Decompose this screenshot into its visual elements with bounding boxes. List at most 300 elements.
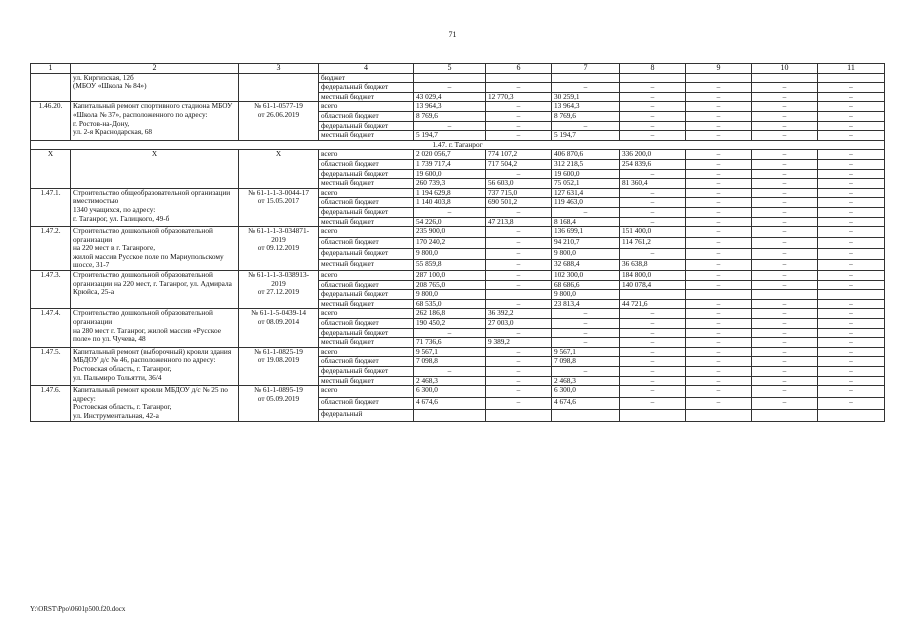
amount-cell: 71 736,6: [414, 338, 486, 348]
amount-cell: 406 870,6: [552, 150, 620, 160]
amount-cell: 9 567,1: [552, 347, 620, 357]
amount-cell: –: [752, 111, 818, 121]
amount-cell: –: [818, 121, 885, 131]
amount-cell: –: [686, 131, 752, 141]
funding-source: областной бюджет: [319, 159, 414, 169]
amount-cell: –: [486, 260, 552, 271]
amount-cell: –: [686, 357, 752, 367]
amount-cell: –: [620, 397, 686, 409]
amount-cell: –: [752, 397, 818, 409]
object-number: 1.46.20.: [31, 102, 71, 140]
amount-cell: –: [486, 271, 552, 281]
amount-cell: –: [818, 92, 885, 102]
amount-cell: –: [752, 376, 818, 386]
amount-cell: 5 194,7: [552, 131, 620, 141]
amount-cell: –: [818, 169, 885, 179]
amount-cell: –: [752, 92, 818, 102]
amount-cell: 140 078,4: [620, 280, 686, 290]
amount-cell: 184 800,0: [620, 271, 686, 281]
amount-cell: –: [686, 397, 752, 409]
amount-cell: –: [818, 188, 885, 198]
amount-cell: –: [620, 338, 686, 348]
amount-cell: –: [620, 357, 686, 367]
amount-cell: [686, 290, 752, 300]
amount-cell: –: [486, 328, 552, 338]
funding-source: областной бюджет: [319, 319, 414, 329]
object-number: [31, 73, 71, 102]
expertise-doc: [239, 73, 319, 102]
expertise-doc: Х: [239, 150, 319, 188]
amount-cell: 190 450,2: [414, 319, 486, 329]
amount-cell: –: [686, 376, 752, 386]
amount-cell: –: [752, 249, 818, 260]
amount-cell: –: [686, 367, 752, 377]
amount-cell: –: [552, 338, 620, 348]
amount-cell: –: [620, 111, 686, 121]
amount-cell: 262 186,8: [414, 309, 486, 319]
amount-cell: –: [818, 299, 885, 309]
amount-cell: –: [486, 111, 552, 121]
amount-cell: –: [486, 280, 552, 290]
amount-cell: 36 392,2: [486, 309, 552, 319]
funding-source: всего: [319, 227, 414, 238]
amount-cell: –: [620, 386, 686, 398]
amount-cell: –: [752, 280, 818, 290]
amount-cell: –: [752, 188, 818, 198]
amount-cell: –: [818, 207, 885, 217]
amount-cell: 2 468,3: [552, 376, 620, 386]
amount-cell: –: [752, 260, 818, 271]
amount-cell: 32 688,4: [552, 260, 620, 271]
amount-cell: –: [818, 111, 885, 121]
amount-cell: –: [686, 227, 752, 238]
amount-cell: –: [818, 338, 885, 348]
column-header: 11: [818, 64, 885, 74]
amount-cell: –: [818, 367, 885, 377]
amount-cell: –: [486, 121, 552, 131]
amount-cell: –: [818, 159, 885, 169]
amount-cell: –: [752, 347, 818, 357]
funding-source: всего: [319, 188, 414, 198]
amount-cell: 23 813,4: [552, 299, 620, 309]
amount-cell: –: [818, 386, 885, 398]
amount-cell: 9 800,0: [552, 290, 620, 300]
amount-cell: [552, 409, 620, 421]
amount-cell: –: [486, 367, 552, 377]
amount-cell: –: [752, 328, 818, 338]
amount-cell: –: [686, 271, 752, 281]
column-header: 7: [552, 64, 620, 74]
amount-cell: –: [752, 227, 818, 238]
amount-cell: 9 800,0: [414, 290, 486, 300]
column-header: 8: [620, 64, 686, 74]
amount-cell: –: [686, 169, 752, 179]
amount-cell: [486, 290, 552, 300]
funding-source: местный бюджет: [319, 217, 414, 227]
column-header: 3: [239, 64, 319, 74]
city-label: 1.47. г. Таганрог: [31, 140, 885, 150]
amount-cell: 19 600,0: [414, 169, 486, 179]
funding-source: всего: [319, 386, 414, 398]
amount-cell: 8 769,6: [414, 111, 486, 121]
amount-cell: –: [686, 92, 752, 102]
amount-cell: –: [486, 397, 552, 409]
amount-cell: [414, 409, 486, 421]
amount-cell: –: [686, 280, 752, 290]
funding-source: всего: [319, 271, 414, 281]
amount-cell: [486, 409, 552, 421]
table-row: [31, 150, 885, 160]
amount-cell: –: [686, 249, 752, 260]
amount-cell: 2 020 056,7: [414, 150, 486, 160]
amount-cell: –: [620, 169, 686, 179]
table-row: [31, 73, 885, 83]
amount-cell: [620, 290, 686, 300]
amount-cell: –: [620, 376, 686, 386]
amount-cell: 47 213,8: [486, 217, 552, 227]
amount-cell: –: [818, 198, 885, 208]
amount-cell: 2 468,3: [414, 376, 486, 386]
table-row: [31, 271, 885, 281]
amount-cell: –: [552, 319, 620, 329]
amount-cell: –: [686, 309, 752, 319]
amount-cell: –: [620, 83, 686, 93]
amount-cell: –: [486, 131, 552, 141]
amount-cell: [818, 290, 885, 300]
table-header-row: [31, 64, 885, 74]
amount-cell: –: [818, 131, 885, 141]
funding-source: всего: [319, 309, 414, 319]
amount-cell: –: [818, 179, 885, 189]
amount-cell: –: [752, 309, 818, 319]
amount-cell: 8 769,6: [552, 111, 620, 121]
amount-cell: –: [686, 150, 752, 160]
amount-cell: –: [752, 102, 818, 112]
amount-cell: –: [486, 386, 552, 398]
amount-cell: 68 535,0: [414, 299, 486, 309]
city-row: [31, 140, 885, 150]
funding-source: федеральный бюджет: [319, 290, 414, 300]
amount-cell: 36 638,8: [620, 260, 686, 271]
amount-cell: 717 504,2: [486, 159, 552, 169]
amount-cell: –: [414, 207, 486, 217]
column-header: 2: [71, 64, 239, 74]
amount-cell: [552, 73, 620, 83]
amount-cell: [752, 73, 818, 83]
amount-cell: [486, 73, 552, 83]
budget-table: [30, 63, 885, 422]
amount-cell: –: [818, 376, 885, 386]
amount-cell: –: [620, 328, 686, 338]
amount-cell: 1 140 403,8: [414, 198, 486, 208]
object-name: Строительство дошкольной образовательной организации на 220 мест, г. Таганрог, ул. Адмирала Крюйса, 25-а: [71, 271, 239, 309]
amount-cell: –: [620, 121, 686, 131]
amount-cell: –: [552, 83, 620, 93]
table-row: [31, 102, 885, 112]
expertise-doc: № 61-1-1-3-034871-2019 от 09.12.2019: [239, 227, 319, 271]
amount-cell: –: [818, 280, 885, 290]
amount-cell: –: [752, 217, 818, 227]
amount-cell: –: [686, 299, 752, 309]
expertise-doc: № 61-1-0577-19 от 26.06.2019: [239, 102, 319, 140]
column-header: 4: [319, 64, 414, 74]
amount-cell: 119 463,0: [552, 198, 620, 208]
funding-source: местный бюджет: [319, 338, 414, 348]
amount-cell: –: [752, 338, 818, 348]
amount-cell: –: [414, 328, 486, 338]
amount-cell: –: [818, 238, 885, 249]
funding-source: всего: [319, 150, 414, 160]
funding-source: федеральный бюджет: [319, 367, 414, 377]
funding-source: местный бюджет: [319, 131, 414, 141]
amount-cell: 254 839,6: [620, 159, 686, 169]
amount-cell: –: [818, 309, 885, 319]
amount-cell: –: [486, 238, 552, 249]
funding-source: федеральный бюджет: [319, 328, 414, 338]
amount-cell: 81 360,4: [620, 179, 686, 189]
object-number: 1.47.1.: [31, 188, 71, 226]
amount-cell: –: [486, 347, 552, 357]
amount-cell: –: [414, 367, 486, 377]
amount-cell: –: [486, 207, 552, 217]
amount-cell: [818, 73, 885, 83]
amount-cell: 7 098,8: [414, 357, 486, 367]
amount-cell: –: [818, 150, 885, 160]
amount-cell: 1 739 717,4: [414, 159, 486, 169]
amount-cell: –: [620, 309, 686, 319]
amount-cell: –: [620, 249, 686, 260]
amount-cell: 68 686,6: [552, 280, 620, 290]
amount-cell: 6 300,0: [414, 386, 486, 398]
amount-cell: –: [818, 328, 885, 338]
object-name: ул. Киргизская, 12б (МБОУ «Школа № 84»): [71, 73, 239, 102]
column-header: 9: [686, 64, 752, 74]
amount-cell: 5 194,7: [414, 131, 486, 141]
amount-cell: 7 098,8: [552, 357, 620, 367]
amount-cell: –: [486, 249, 552, 260]
amount-cell: –: [686, 347, 752, 357]
amount-cell: –: [686, 83, 752, 93]
amount-cell: –: [752, 386, 818, 398]
amount-cell: 9 800,0: [552, 249, 620, 260]
amount-cell: 30 259,1: [552, 92, 620, 102]
amount-cell: –: [552, 121, 620, 131]
amount-cell: 151 400,0: [620, 227, 686, 238]
funding-source: всего: [319, 102, 414, 112]
amount-cell: 312 218,5: [552, 159, 620, 169]
amount-cell: [818, 409, 885, 421]
amount-cell: 4 674,6: [552, 397, 620, 409]
object-name: Строительство дошкольной образовательной организации на 280 мест г. Таганрог, жилой массив «Русское поле» по ул. Чучева, 48: [71, 309, 239, 347]
amount-cell: –: [414, 121, 486, 131]
amount-cell: –: [486, 169, 552, 179]
amount-cell: 208 765,0: [414, 280, 486, 290]
amount-cell: 260 739,3: [414, 179, 486, 189]
amount-cell: –: [752, 271, 818, 281]
amount-cell: –: [752, 159, 818, 169]
column-header: 5: [414, 64, 486, 74]
column-header: 10: [752, 64, 818, 74]
amount-cell: –: [414, 83, 486, 93]
amount-cell: –: [552, 309, 620, 319]
amount-cell: 9 389,2: [486, 338, 552, 348]
amount-cell: 56 603,0: [486, 179, 552, 189]
amount-cell: [620, 409, 686, 421]
amount-cell: –: [752, 238, 818, 249]
object-name: Строительство дошкольной образовательной организации на 220 мест в г. Таганроге, жилой массив Русское поле по Мариупольскому шоссе, 31-7: [71, 227, 239, 271]
amount-cell: [414, 73, 486, 83]
amount-cell: –: [752, 357, 818, 367]
funding-source: областной бюджет: [319, 111, 414, 121]
page-number: 71: [448, 30, 457, 39]
amount-cell: 127 631,4: [552, 188, 620, 198]
object-number: Х: [31, 150, 71, 188]
amount-cell: –: [686, 260, 752, 271]
table-row: [31, 309, 885, 319]
amount-cell: 9 800,0: [414, 249, 486, 260]
amount-cell: –: [486, 227, 552, 238]
amount-cell: –: [686, 217, 752, 227]
amount-cell: –: [686, 207, 752, 217]
amount-cell: –: [620, 198, 686, 208]
amount-cell: –: [686, 198, 752, 208]
funding-source: областной бюджет: [319, 280, 414, 290]
amount-cell: 75 052,1: [552, 179, 620, 189]
funding-source: федеральный бюджет: [319, 169, 414, 179]
amount-cell: –: [686, 121, 752, 131]
funding-source: местный бюджет: [319, 376, 414, 386]
amount-cell: –: [486, 83, 552, 93]
amount-cell: –: [752, 83, 818, 93]
amount-cell: –: [686, 386, 752, 398]
object-number: 1.47.2.: [31, 227, 71, 271]
object-number: 1.47.6.: [31, 386, 71, 421]
footer-file-path: Y:\ORST\Ppo\0601p500.f20.docx: [30, 605, 126, 613]
object-name: Капитальный ремонт (выборочный) кровли здания МБДОУ д/с № 46, расположенного по адресу: Ростовская область, г. Таганрог, ул. Пальмиро Тольятти, 36/4: [71, 347, 239, 385]
funding-source: областной бюджет: [319, 397, 414, 409]
amount-cell: 336 200,0: [620, 150, 686, 160]
table-row: [31, 347, 885, 357]
amount-cell: –: [818, 227, 885, 238]
amount-cell: –: [752, 198, 818, 208]
amount-cell: –: [818, 249, 885, 260]
amount-cell: 690 501,2: [486, 198, 552, 208]
funding-source: местный бюджет: [319, 179, 414, 189]
amount-cell: [686, 73, 752, 83]
funding-source: местный бюджет: [319, 92, 414, 102]
amount-cell: 44 721,6: [620, 299, 686, 309]
amount-cell: 94 210,7: [552, 238, 620, 249]
amount-cell: –: [552, 367, 620, 377]
amount-cell: –: [620, 347, 686, 357]
funding-source: областной бюджет: [319, 357, 414, 367]
object-number: 1.47.3.: [31, 271, 71, 309]
amount-cell: –: [620, 92, 686, 102]
amount-cell: 43 029,4: [414, 92, 486, 102]
amount-cell: –: [752, 169, 818, 179]
object-name: Капитальный ремонт кровли МБДОУ д/с № 25 по адресу: Ростовская область, г. Таганрог, ул. Инструментальная, 42-а: [71, 386, 239, 421]
funding-source: областной бюджет: [319, 198, 414, 208]
table-row: [31, 188, 885, 198]
expertise-doc: № 61-1-1-3-038913-2019 от 27.12.2019: [239, 271, 319, 309]
amount-cell: –: [818, 271, 885, 281]
amount-cell: 737 715,0: [486, 188, 552, 198]
amount-cell: [686, 409, 752, 421]
amount-cell: –: [552, 328, 620, 338]
amount-cell: –: [818, 217, 885, 227]
amount-cell: –: [620, 367, 686, 377]
funding-source: областной бюджет: [319, 238, 414, 249]
amount-cell: –: [686, 111, 752, 121]
amount-cell: –: [752, 207, 818, 217]
amount-cell: –: [686, 319, 752, 329]
funding-source: федеральный бюджет: [319, 121, 414, 131]
amount-cell: –: [752, 179, 818, 189]
amount-cell: –: [818, 397, 885, 409]
amount-cell: 170 240,2: [414, 238, 486, 249]
object-number: 1.47.4.: [31, 309, 71, 347]
amount-cell: 13 964,3: [414, 102, 486, 112]
amount-cell: –: [552, 207, 620, 217]
amount-cell: –: [752, 150, 818, 160]
amount-cell: 1 194 629,8: [414, 188, 486, 198]
amount-cell: 6 300,0: [552, 386, 620, 398]
object-name: Строительство общеобразовательной организации вместимостью 1340 учащихся, по адресу: г. Таганрог, ул. Галицкого, 49-б: [71, 188, 239, 226]
table-row: [31, 227, 885, 238]
amount-cell: –: [818, 347, 885, 357]
amount-cell: –: [818, 260, 885, 271]
amount-cell: –: [620, 319, 686, 329]
amount-cell: –: [686, 188, 752, 198]
amount-cell: –: [686, 159, 752, 169]
amount-cell: –: [486, 299, 552, 309]
amount-cell: –: [752, 299, 818, 309]
amount-cell: 136 699,1: [552, 227, 620, 238]
amount-cell: –: [686, 338, 752, 348]
column-header: 6: [486, 64, 552, 74]
object-name: Х: [71, 150, 239, 188]
funding-source: федеральный бюджет: [319, 249, 414, 260]
amount-cell: –: [486, 357, 552, 367]
amount-cell: 27 003,0: [486, 319, 552, 329]
amount-cell: –: [620, 102, 686, 112]
amount-cell: [752, 409, 818, 421]
funding-source: бюджет: [319, 73, 414, 83]
amount-cell: –: [752, 131, 818, 141]
table-row: [31, 386, 885, 398]
amount-cell: [620, 73, 686, 83]
expertise-doc: № 61-1-1-3-0044-17 от 15.05.2017: [239, 188, 319, 226]
funding-source: всего: [319, 347, 414, 357]
amount-cell: –: [818, 357, 885, 367]
funding-source: федеральный бюджет: [319, 83, 414, 93]
amount-cell: [752, 290, 818, 300]
amount-cell: –: [486, 376, 552, 386]
amount-cell: –: [818, 83, 885, 93]
expertise-doc: № 61-1-5-0439-14 от 08.09.2014: [239, 309, 319, 347]
amount-cell: –: [752, 319, 818, 329]
amount-cell: –: [486, 102, 552, 112]
amount-cell: 19 600,0: [552, 169, 620, 179]
funding-source: местный бюджет: [319, 299, 414, 309]
amount-cell: –: [620, 217, 686, 227]
funding-source: федеральный бюджет: [319, 207, 414, 217]
amount-cell: 102 300,0: [552, 271, 620, 281]
expertise-doc: № 61-1-0895-19 от 05.09.2019: [239, 386, 319, 421]
amount-cell: –: [620, 131, 686, 141]
amount-cell: 12 770,3: [486, 92, 552, 102]
amount-cell: –: [620, 207, 686, 217]
